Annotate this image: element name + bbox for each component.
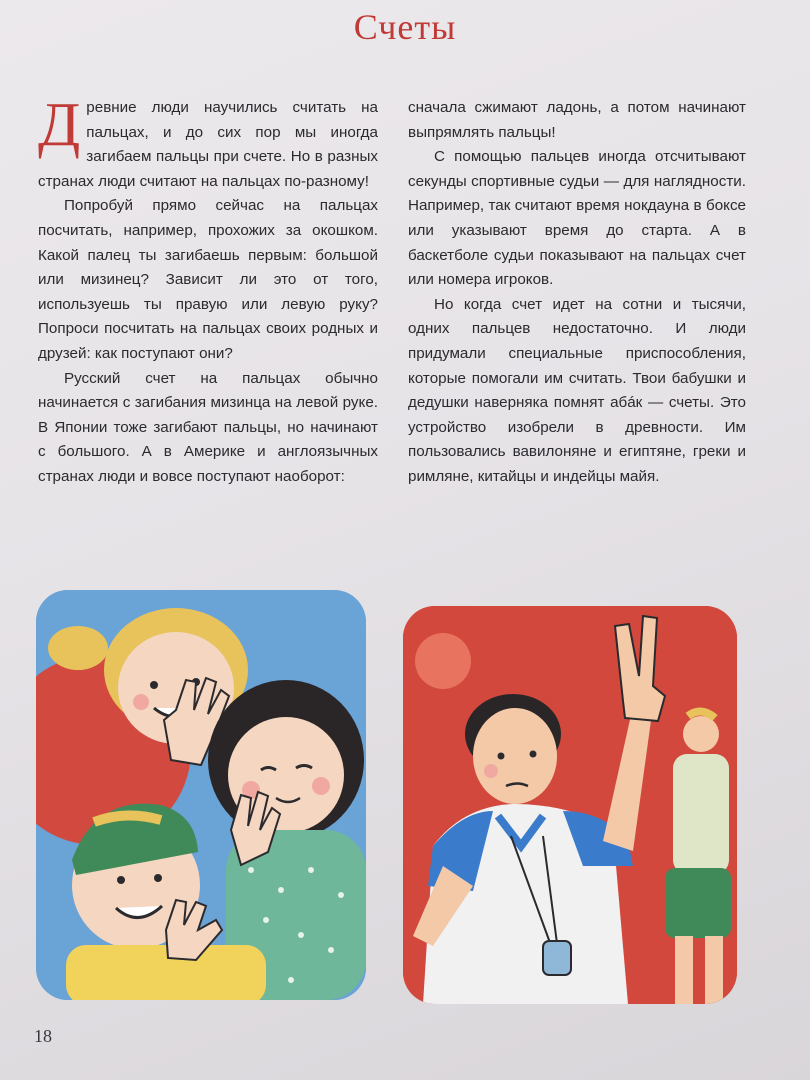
left-text-column [38,91,378,490]
drop-cap: Д [38,91,81,159]
paragraph-1-text: ревние люди научились считать на пальцах, и до сих пор мы иногда загибаем пальцы при счете. Но в разных странах люди считают на пальцах по-разному! [38,99,378,190]
paragraph-3: Русский счет на пальцах обычно начинается с загибания мизинца на левой руке. В Японии тоже загибают пальцы, но начинают с большого. А в Америке и англоязычных странах люди и вовсе поступают наоборот: [38,369,378,485]
children-counting-illustration [36,590,366,1000]
paragraph-1 [38,91,378,194]
page-number: 18 [34,1026,52,1046]
page-title: Счеты [353,7,457,47]
referee-illustration-art [403,606,737,1004]
paragraph-6: Но когда счет идет на сотни и тысячи, одних пальцев недостаточно. И люди придумали специальные приспособления, которые помогали им считать. Твои бабушки и дедушки наверняка помнят абáк — счеты. Это устройство изобрели в древности. Им пользовались вавилоняне и египтяне, греки и римляне, китайцы и индейцы майя. [408,295,746,485]
right-text-column [408,96,746,490]
children-illustration-art [36,590,366,1000]
referee-illustration [403,606,737,1004]
paragraph-2: Попробуй прямо сейчас на пальцах посчитать, например, прохожих за окошком. Какой палец ты загибаешь первым: большой или мизинец? Зависит ли это от того, используешь ты правую или левую руку? Попроси посчитать на пальцах своих родных и друзей: как поступают они? [38,197,378,362]
paragraph-4: сначала сжимают ладонь, а потом начинают выпрямлять пальцы! [408,99,746,141]
paragraph-5: С помощью пальцев иногда отсчитывают секунды спортивные судьи — для наглядности. Например, так считают время нокдауна в боксе или указывают время до старта. А в баскетболе судьи показывают на пальцах счет или номера игроков. [408,148,746,289]
